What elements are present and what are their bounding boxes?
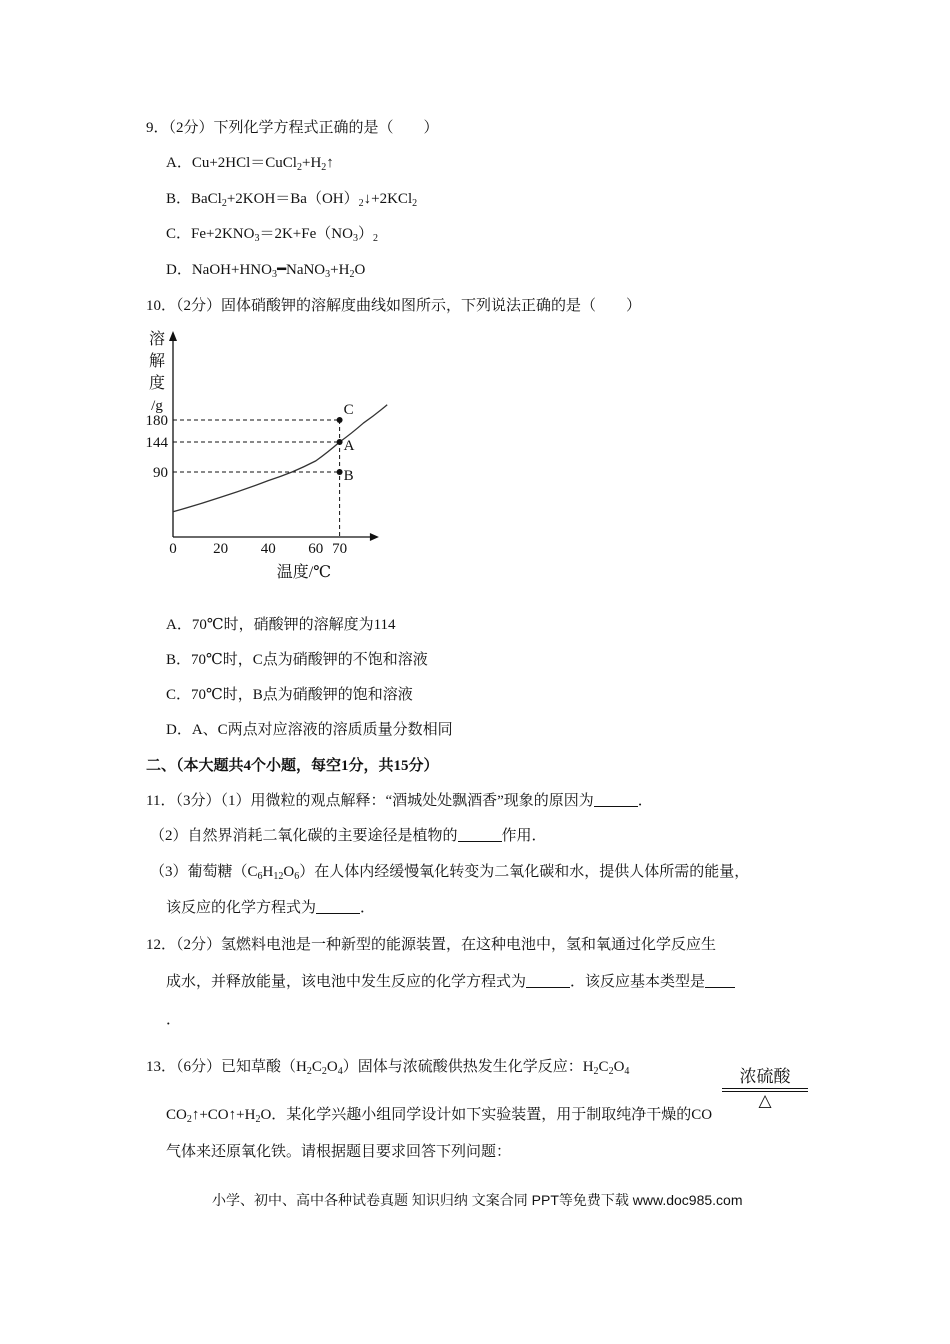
answer-blank[interactable] bbox=[458, 827, 502, 842]
y-axis-label: 度 bbox=[148, 375, 166, 392]
q12-line-2: 成水，并释放能量，该电池中发生反应的化学方程式为 ．该反应基本类型是 bbox=[166, 972, 735, 992]
x-tick-label: 70 bbox=[332, 541, 348, 557]
y-axis-arrow bbox=[169, 331, 177, 341]
y-tick-label: 90 bbox=[153, 465, 168, 481]
q10-option-b: B．70℃时，C点为硝酸钾的不饱和溶液 bbox=[166, 652, 428, 668]
q12-line-1: 12．（2分）氢燃料电池是一种新型的能源装置，在这种电池中，氢和氧通过化学反应生 bbox=[146, 937, 717, 953]
q9-option-c: C．$Fe+2KNO_3=2K+Fe(NO_3)_2$ bbox=[166, 226, 378, 244]
q9-option-b: B．$BaCl_2+2KOH=Ba(OH)_2↓+2KCl_2$ bbox=[166, 191, 418, 209]
x-tick-label: 0 bbox=[169, 541, 177, 557]
y-axis-label: 溶 bbox=[148, 331, 166, 348]
point-c bbox=[337, 417, 343, 423]
x-tick-label: 60 bbox=[308, 541, 324, 557]
page-footer[interactable]: 小学、初中、高中各种试卷真题 知识归纳 文案合同 PPT等免费下载 www.doc985.com bbox=[212, 1192, 743, 1208]
answer-blank[interactable] bbox=[526, 973, 570, 988]
q10-option-c: C．70℃时，B点为硝酸钾的饱和溶液 bbox=[166, 687, 413, 703]
x-tick-label: 40 bbox=[260, 541, 276, 557]
q12-line-3: ． bbox=[166, 1012, 182, 1028]
answer-blank[interactable] bbox=[594, 792, 638, 807]
y-axis-label: 解 bbox=[148, 353, 166, 370]
section-heading: 二、（本大题共4个小题，每空1分，共15分） bbox=[146, 758, 439, 774]
q10-option-a: A．70℃时，硝酸钾的溶解度为114 bbox=[166, 617, 396, 633]
q13-line-1: 13．（6分）已知草酸$(H_2C_2O_4)$固体与浓硫酸供热发生化学反应：$H_2C_2O_4$ bbox=[146, 1059, 630, 1077]
y-tick-label: 180 bbox=[145, 413, 168, 429]
answer-blank[interactable] bbox=[316, 899, 360, 914]
y-tick-label: 144 bbox=[145, 435, 168, 451]
q11-line-2: （2）自然界消耗二氧化碳的主要途径是植物的 作用． bbox=[150, 828, 547, 844]
q13-line-2: $CO_2↑+CO↑+H_2O$．某化学兴趣小组同学设计如下实验装置，用于制取纯净干燥的CO bbox=[166, 1107, 713, 1125]
q13-line-3: 气体来还原氧化铁。请根据题目要求回答下列问题： bbox=[166, 1144, 512, 1160]
q9-option-a: A．$Cu+2HCl=CuCl_2+H_2↑$ bbox=[166, 155, 334, 173]
point-label-a: A bbox=[343, 438, 355, 454]
q9-option-d: D．$NaOH+HNO_3━NaNO_3+H_2O$ bbox=[166, 262, 366, 280]
x-axis-arrow bbox=[370, 533, 379, 541]
q11-line-1: 11．（3分）（1）用微粒的观点解释：“酒城处处飘酒香”现象的原因为 ． bbox=[146, 793, 653, 809]
q10-stem: 10．（2分）固体硝酸钾的溶解度曲线如图所示，下列说法正确的是（ ） bbox=[146, 298, 642, 314]
x-tick-label: 20 bbox=[213, 541, 229, 557]
q9-stem: 9．（2分）下列化学方程式正确的是（ ） bbox=[146, 120, 439, 136]
y-axis-label: /g bbox=[151, 398, 163, 414]
point-label-b: B bbox=[343, 468, 354, 484]
q11-line-4: 该反应的化学方程式为 ． bbox=[166, 900, 376, 916]
solubility-chart bbox=[140, 325, 400, 590]
solubility-curve bbox=[173, 405, 387, 512]
point-a bbox=[337, 439, 343, 445]
x-axis-label: 温度/℃ bbox=[276, 564, 332, 581]
answer-blank[interactable] bbox=[705, 973, 735, 988]
condition-catalyst: 浓硫酸 bbox=[739, 1067, 791, 1087]
q10-option-d: D．A、C两点对应溶液的溶质质量分数相同 bbox=[166, 722, 453, 738]
point-label-c: C bbox=[343, 402, 354, 418]
q11-line-3: （3）葡萄糖$(C_6H_{12}O_6)$在人体内经缓慢氧化转变为二氧化碳和水，提供人体所需的能量， bbox=[150, 864, 750, 882]
reaction-condition bbox=[722, 1067, 808, 1110]
heat-symbol: △ bbox=[758, 1091, 772, 1110]
point-b bbox=[337, 469, 343, 475]
